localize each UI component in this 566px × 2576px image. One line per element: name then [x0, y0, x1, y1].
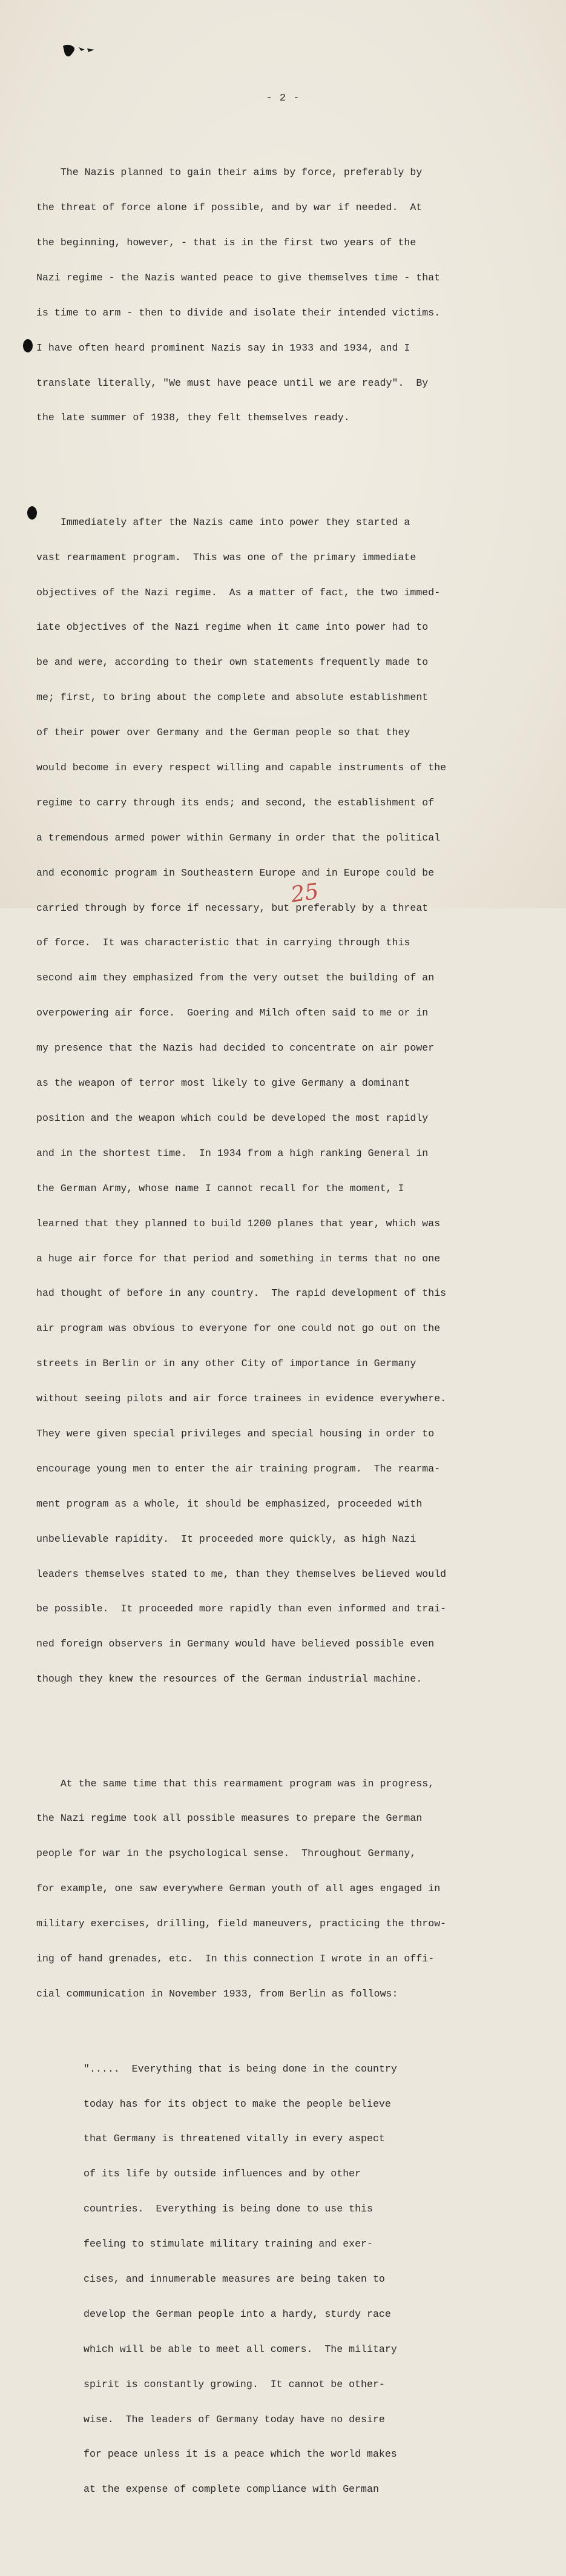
punch-hole: [23, 339, 33, 352]
punch-hole: [27, 506, 37, 520]
text-line: of their power over Germany and the German people so that they: [36, 727, 410, 739]
text-line: the German Army, whose name I cannot recall for the moment, I: [36, 1182, 404, 1194]
text-line: and in the shortest time. In 1934 from a high ranking General in: [36, 1147, 429, 1159]
text-line: carried through by force if necessary, but preferably by a threat: [36, 902, 429, 914]
text-line: vast rearmament program. This was one of the primary immediate: [36, 551, 416, 563]
text-line: would become in every respect willing and capable instruments of the: [36, 762, 447, 774]
text-line: regime to carry through its ends; and second, the establishment of: [36, 796, 435, 808]
text-line: had thought of before in any country. The rapid development of this: [36, 1287, 447, 1300]
quote-line: at the expense of complete compliance with German: [84, 2483, 379, 2495]
text-line: unbelievable rapidity. It proceeded more quickly, as high Nazi: [36, 1533, 416, 1545]
text-line: streets in Berlin or in any other City of importance in Germany: [36, 1358, 416, 1370]
quote-line: wise. The leaders of Germany today have no desire: [84, 2413, 385, 2425]
text-line: iate objectives of the Nazi regime when it came into power had to: [36, 621, 429, 633]
text-line: position and the weapon which could be developed the most rapidly: [36, 1112, 429, 1124]
text-line: Nazi regime - the Nazis wanted peace to give themselves time - that: [36, 271, 441, 283]
text-line: a huge air force for that period and something in terms that no one: [36, 1252, 441, 1264]
text-line: be possible. It proceeded more rapidly than even informed and trai-: [36, 1603, 447, 1615]
paragraph-3: [36, 1754, 521, 2542]
page-number: - 2 -: [266, 93, 300, 104]
text-line: be and were, according to their own statements frequently made to: [36, 656, 429, 669]
text-line: objectives of the Nazi regime. As a matter of fact, the two immed-: [36, 586, 441, 598]
letter-body: [36, 120, 521, 2576]
text-line: a tremendous armed power within Germany in order that the political: [36, 831, 441, 844]
text-line: people for war in the psychological sense. Throughout Germany,: [36, 1848, 416, 1860]
quote-line: which will be able to meet all comers. The military: [84, 2343, 397, 2355]
text-line: ned foreign observers in Germany would have believed possible even: [36, 1638, 435, 1650]
text-line: ing of hand grenades, etc. In this connection I wrote in an offi-: [36, 1953, 435, 1965]
paragraph-1: [36, 144, 521, 447]
text-line: Immediately after the Nazis came into power they started a: [36, 516, 410, 528]
quote-line: countries. Everything is being done to use this: [84, 2203, 373, 2215]
quote-line: for peace unless it is a peace which the world makes: [84, 2448, 397, 2460]
text-line: cial communication in November 1933, from Berlin as follows:: [36, 1987, 398, 2000]
text-line: translate literally, "We must have peace until we are ready". By: [36, 377, 429, 389]
text-line: the beginning, however, - that is in the first two years of the: [36, 236, 416, 248]
quote-line: spirit is constantly growing. It cannot be other-: [84, 2378, 385, 2390]
handwritten-page-number: [288, 875, 336, 908]
quote-line: cises, and innumerable measures are being taken to: [84, 2273, 385, 2285]
text-line: At the same time that this rearmament program was in progress,: [36, 1777, 435, 1789]
quote-line: of its life by outside influences and by other: [84, 2168, 361, 2180]
text-line: my presence that the Nazis had decided to concentrate on air power: [36, 1042, 435, 1054]
text-line: without seeing pilots and air force trainees in evidence everywhere.: [36, 1393, 447, 1405]
quote-line: feeling to stimulate military training and exer-: [84, 2238, 373, 2250]
text-line: as the weapon of terror most likely to give Germany a dominant: [36, 1077, 410, 1089]
ink-blot-mark: [61, 42, 97, 59]
text-line: and economic program in Southeastern Europe and in Europe could be: [36, 867, 435, 879]
text-line: me; first, to bring about the complete and absolute establishment: [36, 692, 429, 704]
handwritten-number-text: 25: [289, 879, 321, 908]
text-line: the threat of force alone if possible, and by war if needed. At: [36, 202, 423, 214]
text-line: learned that they planned to build 1200 planes that year, which was: [36, 1217, 441, 1229]
block-quote: [84, 2039, 521, 2518]
text-line: leaders themselves stated to me, than they themselves believed would: [36, 1568, 447, 1580]
text-line: They were given special privileges and special housing in order to: [36, 1427, 435, 1439]
text-line: military exercises, drilling, field maneuvers, practicing the throw-: [36, 1918, 447, 1930]
text-line: the Nazi regime took all possible measures to prepare the German: [36, 1812, 423, 1825]
text-line: I have often heard prominent Nazis say in 1933 and 1934, and I: [36, 342, 410, 354]
quote-line: today has for its object to make the people believe: [84, 2098, 391, 2110]
text-line: air program was obvious to everyone for one could not go out on the: [36, 1323, 441, 1335]
text-line: is time to arm - then to divide and isolate their intended victims.: [36, 306, 441, 319]
text-line: encourage young men to enter the air training program. The rearma-: [36, 1462, 441, 1475]
text-line: second aim they emphasized from the very outset the building of an: [36, 972, 435, 984]
text-line: though they knew the resources of the German industrial machine.: [36, 1673, 423, 1685]
text-line: for example, one saw everywhere German youth of all ages engaged in: [36, 1883, 441, 1895]
text-line: The Nazis planned to gain their aims by force, preferably by: [36, 167, 423, 179]
quote-line: develop the German people into a hardy, sturdy race: [84, 2308, 391, 2320]
text-line: of force. It was characteristic that in carrying through this: [36, 937, 410, 949]
text-line: overpowering air force. Goering and Milch often said to me or in: [36, 1007, 429, 1019]
paragraph-2: [36, 493, 521, 1708]
text-line: ment program as a whole, it should be emphasized, proceeded with: [36, 1498, 423, 1510]
text-line: the late summer of 1938, they felt themselves ready.: [36, 412, 350, 424]
quote-line: that Germany is threatened vitally in every aspect: [84, 2133, 385, 2145]
quote-line: "..... Everything that is being done in the country: [84, 2062, 397, 2075]
